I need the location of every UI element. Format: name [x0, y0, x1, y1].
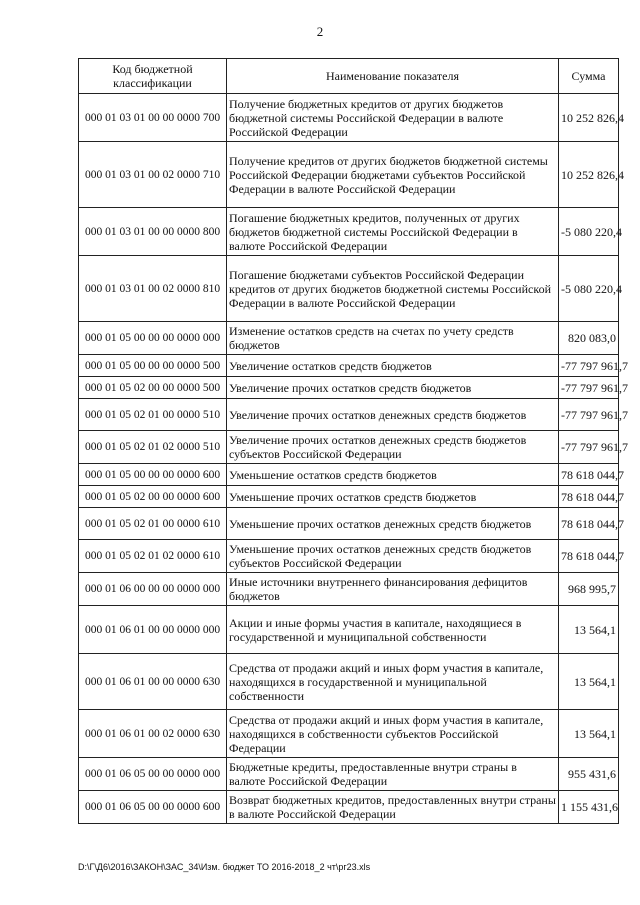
row-name: Изменение остатков средств на счетах по учету средств бюджетов: [227, 322, 559, 355]
row-code: 000 01 05 00 00 00 0000 500: [79, 355, 227, 377]
table-row: [79, 573, 619, 606]
table-row: [79, 508, 619, 540]
row-name: Погашение бюджетами субъектов Российской Федерации кредитов от других бюджетов бюджетной системы Российской Федерации в валюте Российской Федерации: [227, 256, 559, 322]
row-name: Получение кредитов от других бюджетов бюджетной системы Российской Федерации бюджетами субъектов Российской Федерации в валюте Российской Федерации: [227, 142, 559, 208]
row-code: 000 01 05 00 00 00 0000 000: [79, 322, 227, 355]
row-name: Акции и иные формы участия в капитале, находящиеся в государственной и муниципальной собственности: [227, 606, 559, 654]
row-sum: 13 564,1: [559, 710, 619, 758]
row-name: Уменьшение прочих остатков денежных средств бюджетов субъектов Российской Федерации: [227, 540, 559, 573]
row-code: 000 01 03 01 00 02 0000 710: [79, 142, 227, 208]
row-code: 000 01 05 02 01 02 0000 610: [79, 540, 227, 573]
row-sum: 10 252 826,4: [559, 94, 619, 142]
row-sum: 1 155 431,6: [559, 791, 619, 824]
row-name: Бюджетные кредиты, предоставленные внутри страны в валюте Российской Федерации: [227, 758, 559, 791]
header-name: Наименование показателя: [227, 59, 559, 94]
table-row: [79, 322, 619, 355]
row-sum: 10 252 826,4: [559, 142, 619, 208]
table-row: [79, 256, 619, 322]
table-row: [79, 94, 619, 142]
row-name: Получение бюджетных кредитов от других бюджетов бюджетной системы Российской Федерации в валюте Российской Федерации: [227, 94, 559, 142]
row-sum: 13 564,1: [559, 654, 619, 710]
header-code: Код бюджетной классификации: [79, 59, 227, 94]
row-sum: -5 080 220,4: [559, 208, 619, 256]
table-row: [79, 791, 619, 824]
row-name: Погашение бюджетных кредитов, полученных от других бюджетов бюджетной системы Российской Федерации в валюте Российской Федерации: [227, 208, 559, 256]
table-header-row: [79, 59, 619, 94]
row-sum: -5 080 220,4: [559, 256, 619, 322]
row-name: Иные источники внутреннего финансирования дефицитов бюджетов: [227, 573, 559, 606]
row-name: Уменьшение прочих остатков средств бюджетов: [227, 486, 559, 508]
row-code: 000 01 03 01 00 00 0000 800: [79, 208, 227, 256]
row-code: 000 01 06 05 00 00 0000 600: [79, 791, 227, 824]
budget-sources-table: [78, 58, 628, 824]
row-sum: 13 564,1: [559, 606, 619, 654]
table-row: [79, 377, 619, 399]
row-sum: 955 431,6: [559, 758, 619, 791]
row-code: 000 01 06 01 00 00 0000 000: [79, 606, 227, 654]
row-name: Увеличение прочих остатков денежных средств бюджетов: [227, 399, 559, 431]
row-code: 000 01 06 00 00 00 0000 000: [79, 573, 227, 606]
row-code: 000 01 05 02 00 00 0000 500: [79, 377, 227, 399]
table-row: [79, 758, 619, 791]
row-code: 000 01 03 01 00 02 0000 810: [79, 256, 227, 322]
row-code: 000 01 06 01 00 00 0000 630: [79, 654, 227, 710]
row-name: Увеличение остатков средств бюджетов: [227, 355, 559, 377]
row-name: Увеличение прочих остатков денежных средств бюджетов субъектов Российской Федерации: [227, 431, 559, 464]
table-row: [79, 464, 619, 486]
row-sum: 78 618 044,7: [559, 486, 619, 508]
table-row: [79, 431, 619, 464]
row-code: 000 01 06 01 00 02 0000 630: [79, 710, 227, 758]
row-sum: -77 797 961,7: [559, 399, 619, 431]
row-sum: -77 797 961,7: [559, 431, 619, 464]
table-row: [79, 654, 619, 710]
row-sum: 78 618 044,7: [559, 540, 619, 573]
file-path-footer: D:\Г\Д6\2016\ЗАКОН\ЗАС_34\Изм. бюджет ТО 2016-2018_2 чт\рг23.xls: [78, 862, 371, 872]
row-code: 000 01 05 02 01 00 0000 610: [79, 508, 227, 540]
header-sum: Сумма: [559, 59, 619, 94]
row-sum: -77 797 961,7: [559, 377, 619, 399]
row-name: Уменьшение остатков средств бюджетов: [227, 464, 559, 486]
table-row: [79, 399, 619, 431]
table-row: [79, 606, 619, 654]
row-code: 000 01 06 05 00 00 0000 000: [79, 758, 227, 791]
row-code: 000 01 05 00 00 00 0000 600: [79, 464, 227, 486]
row-name: Средства от продажи акций и иных форм участия в капитале, находящихся в государственной и муниципальной собственности: [227, 654, 559, 710]
row-code: 000 01 05 02 01 02 0000 510: [79, 431, 227, 464]
table-row: [79, 355, 619, 377]
row-code: 000 01 05 02 01 00 0000 510: [79, 399, 227, 431]
table-row: [79, 540, 619, 573]
row-name: Увеличение прочих остатков средств бюджетов: [227, 377, 559, 399]
row-code: 000 01 03 01 00 00 0000 700: [79, 94, 227, 142]
row-sum: 968 995,7: [559, 573, 619, 606]
row-sum: 820 083,0: [559, 322, 619, 355]
table-row: [79, 208, 619, 256]
row-code: 000 01 05 02 00 00 0000 600: [79, 486, 227, 508]
row-name: Возврат бюджетных кредитов, предоставленных внутри страны в валюте Российской Федерации: [227, 791, 559, 824]
row-name: Уменьшение прочих остатков денежных средств бюджетов: [227, 508, 559, 540]
table-row: [79, 142, 619, 208]
row-sum: 78 618 044,7: [559, 508, 619, 540]
table-row: [79, 486, 619, 508]
table-row: [79, 710, 619, 758]
row-sum: -77 797 961,7: [559, 355, 619, 377]
page-number: 2: [316, 24, 324, 39]
row-sum: 78 618 044,7: [559, 464, 619, 486]
row-name: Средства от продажи акций и иных форм участия в капитале, находящихся в собственности субъектов Российской Федерации: [227, 710, 559, 758]
